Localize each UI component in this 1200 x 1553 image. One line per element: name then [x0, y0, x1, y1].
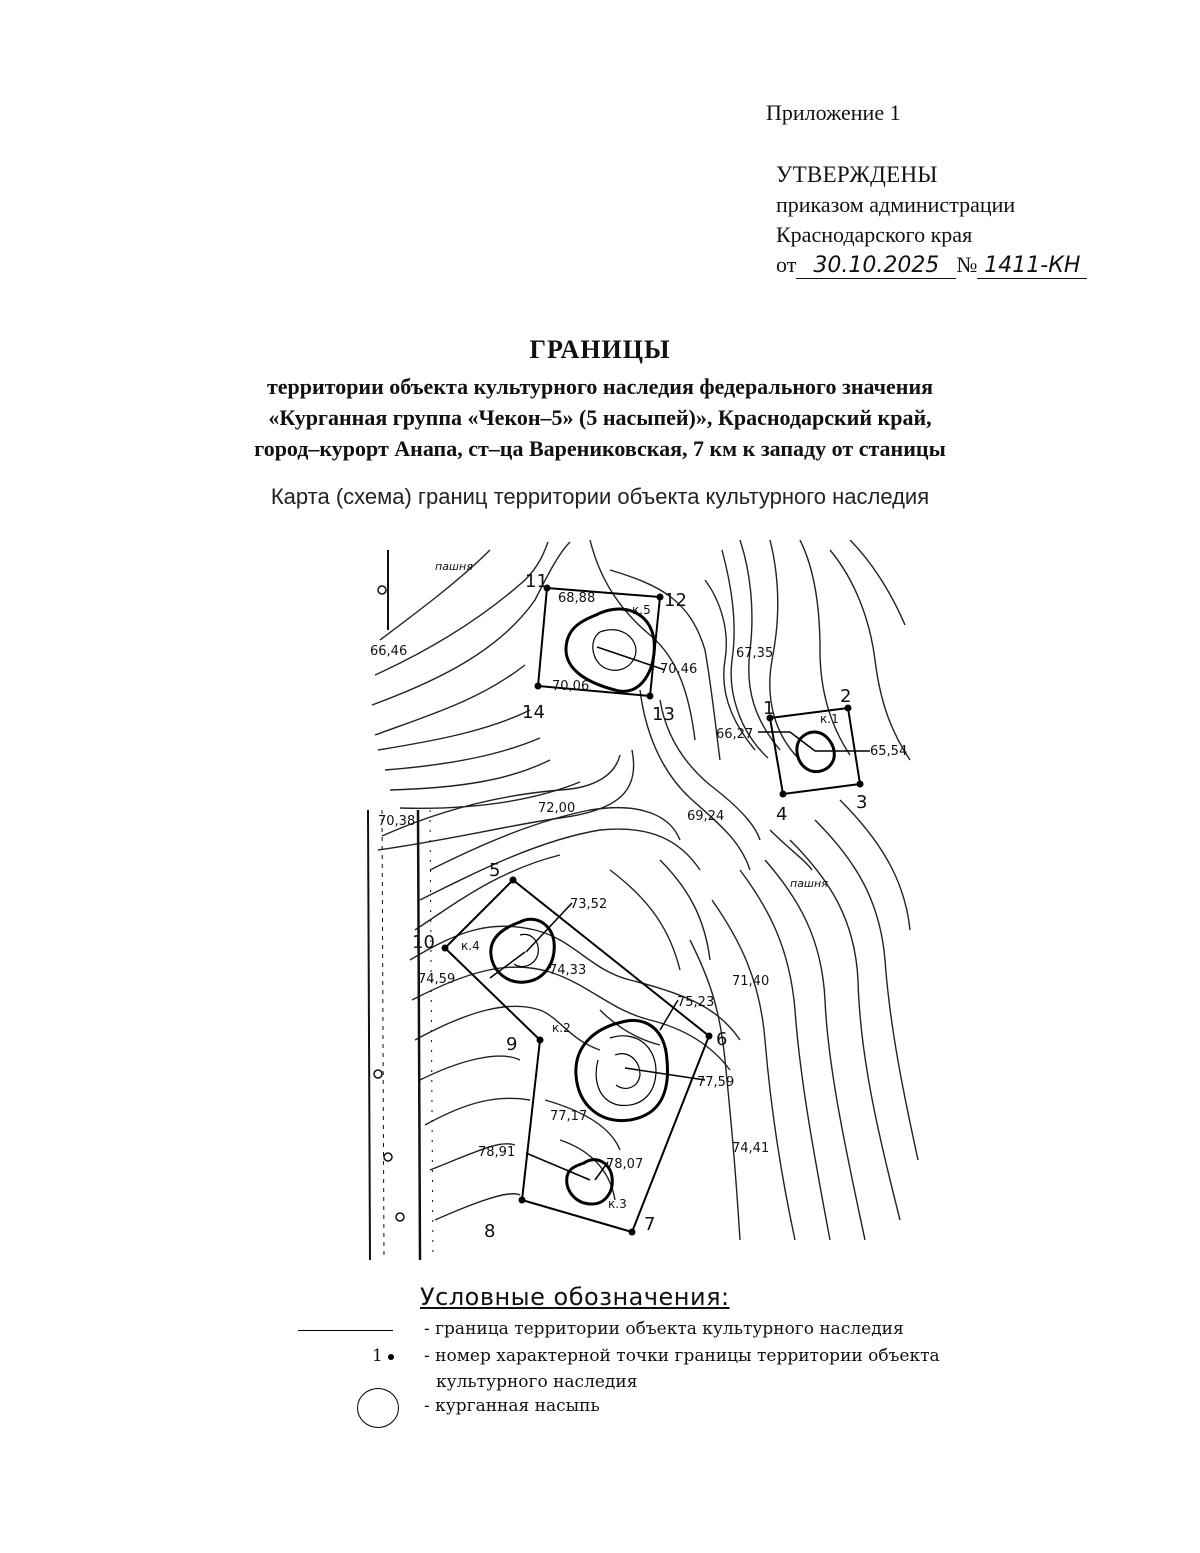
mound-circle-icon — [357, 1388, 399, 1428]
approved-heading: УТВЕРЖДЕНЫ — [776, 162, 938, 187]
title-line-3: город–курорт Анапа, ст–ца Варениковская, 7 км к западу от станицы — [254, 436, 946, 461]
point-number-7: 7 — [644, 1214, 656, 1235]
point-number-3: 3 — [856, 792, 868, 813]
number-sign: № — [956, 252, 978, 277]
elevation-label: 69,24 — [687, 809, 725, 824]
point-number-4: 4 — [776, 804, 788, 825]
legend-item-mound: - курганная насыпь — [424, 1396, 600, 1416]
elevation-label: 74,59 — [418, 972, 456, 987]
point-number-12: 12 — [664, 590, 687, 611]
point-number-11: 11 — [525, 571, 548, 592]
mound-label-1: к.1 — [820, 712, 839, 726]
approval-date-line — [776, 250, 1087, 280]
appendix-label: Приложение 1 — [766, 100, 901, 125]
order-date: 30.10.2025 — [796, 254, 956, 279]
date-prefix: от — [776, 252, 797, 277]
elevation-label: 70,46 — [660, 662, 698, 677]
legend-line-symbol — [298, 1330, 393, 1331]
point-number-9: 9 — [506, 1034, 518, 1055]
elevation-label: 67,35 — [736, 646, 774, 661]
mound-kurgan-4 — [491, 919, 554, 982]
elevation-label: 71,40 — [732, 974, 770, 989]
tree-icon — [374, 1070, 382, 1078]
point-number-2: 2 — [840, 686, 852, 707]
legend-point-symbol — [372, 1346, 394, 1366]
legend-item-point: - номер характерной точки границы территории объекта — [424, 1346, 940, 1366]
title-block — [0, 335, 1200, 464]
contour-lines — [372, 540, 918, 1240]
elevation-label: 74,41 — [732, 1141, 770, 1156]
boundary-map — [360, 540, 920, 1260]
elevation-label: 78,07 — [606, 1157, 644, 1172]
land-label: пашня — [435, 560, 473, 573]
mound-label-3: к.3 — [608, 1197, 627, 1211]
point-number-1: 1 — [763, 698, 775, 719]
legend-point-number: 1 — [372, 1346, 383, 1366]
point-number-8: 8 — [484, 1221, 496, 1242]
mound-label-4: к.4 — [461, 939, 480, 953]
point-number-6: 6 — [716, 1029, 728, 1050]
elevation-label: 77,17 — [550, 1109, 588, 1124]
mound-label-2: к.2 — [552, 1021, 571, 1035]
legend-item-boundary: - граница территории объекта культурного наследия — [424, 1319, 904, 1339]
title-line-2: «Курганная группа «Чекон–5» (5 насыпей)», Краснодарский край, — [268, 405, 932, 430]
tree-icon — [396, 1213, 404, 1221]
point-number-5: 5 — [489, 860, 501, 881]
elevation-label: 70,06 — [552, 679, 590, 694]
map-caption: Карта (схема) границ территории объекта культурного наследия — [270, 484, 930, 509]
mound-kurgan-1 — [797, 732, 834, 772]
approval-line-1: приказом администрации — [776, 192, 1016, 217]
elevation-label: 77,59 — [697, 1075, 735, 1090]
elevation-label: 74,33 — [549, 963, 587, 978]
elevation-label: 78,91 — [478, 1145, 516, 1160]
approval-block — [776, 160, 1087, 280]
land-label: пашня — [790, 877, 828, 890]
point-number-10: 10 — [412, 932, 435, 953]
elevation-label: 70,38 — [378, 814, 416, 829]
order-number: 1411-КН — [977, 254, 1087, 279]
mound-label-5: к.5 — [632, 603, 651, 617]
elevation-label: 68,88 — [558, 591, 596, 606]
point-dot-icon — [388, 1354, 394, 1360]
approval-line-2: Краснодарского края — [776, 222, 973, 247]
elevation-label: 66,46 — [370, 644, 408, 659]
point-number-13: 13 — [652, 704, 675, 725]
document-title: ГРАНИЦЫ — [529, 335, 671, 364]
mounds — [491, 609, 834, 1204]
title-line-1: территории объекта культурного наследия федерального значения — [266, 374, 934, 399]
legend-title: Условные обозначения: — [420, 1283, 730, 1311]
elevation-label: 65,54 — [870, 744, 908, 759]
elevation-label: 66,27 — [716, 727, 754, 742]
elevation-label: 75,23 — [677, 995, 715, 1010]
point-number-14: 14 — [522, 702, 545, 723]
legend-item-point-cont: культурного наследия — [436, 1372, 638, 1392]
tree-icon — [384, 1153, 392, 1161]
tree-icon — [378, 586, 386, 594]
elevation-label: 73,52 — [570, 897, 608, 912]
elevation-label: 72,00 — [538, 801, 576, 816]
